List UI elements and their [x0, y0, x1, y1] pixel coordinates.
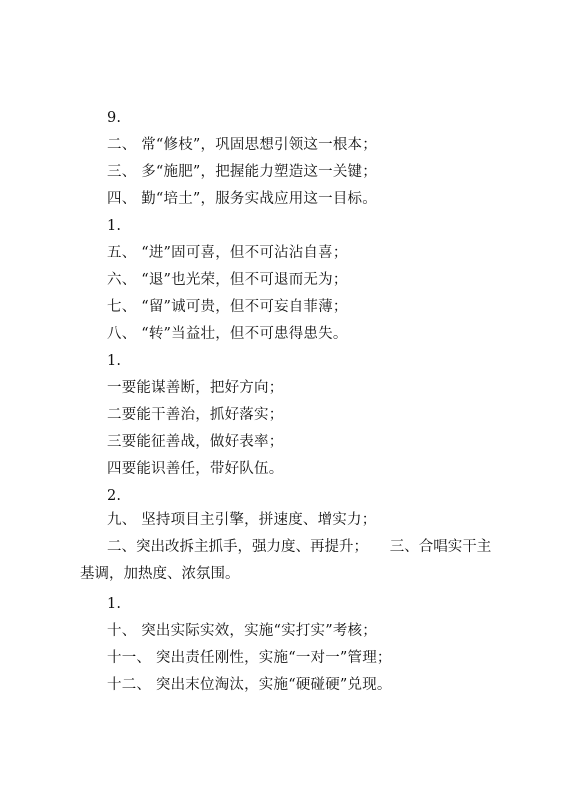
text-line: 四要能识善任，带好队伍。 [107, 461, 284, 477]
text-line: 八、 “转”当益壮，但不可患得患失。 [107, 326, 348, 342]
text-line: 十一、 突出责任刚性，实施“一对一”管理； [107, 650, 392, 666]
numbered-label: 1. [107, 596, 122, 612]
numbered-label: 1. [107, 218, 122, 234]
text-line: 十、 突出实际实效，实施“实打实”考核； [107, 623, 377, 639]
text-line: 三要能征善战，做好表率； [107, 434, 284, 450]
numbered-label: 1. [107, 353, 122, 369]
text-line: 三、 多“施肥”，把握能力塑造这一关键； [107, 164, 377, 180]
text-line: 二要能干善治，抓好落实； [107, 407, 284, 423]
text-line: 七、 “留”诚可贵，但不可妄自菲薄； [107, 299, 348, 315]
text-line: 二、突出改拆主抓手，强力度、再提升； 三、合唱实干主 [107, 539, 492, 555]
text-line: 十二、 突出末位淘汰，实施“硬碰硬”兑现。 [107, 677, 392, 693]
text-line: 五、 “进”固可喜，但不可沾沾自喜； [107, 245, 348, 261]
text-line: 九、 坚持项目主引擎，拼速度、增实力； [107, 512, 377, 528]
text-line: 四、 勤“培土”，服务实战应用这一目标。 [107, 191, 377, 207]
numbered-label: 2. [107, 488, 122, 504]
text-line: 一要能谋善断，把好方向； [107, 380, 284, 396]
text-line-continuation: 基调，加热度、浓氛围。 [80, 566, 240, 582]
text-line: 二、 常“修枝”，巩固思想引领这一根本； [107, 137, 377, 153]
text-line: 六、 “退”也光荣，但不可退而无为； [107, 272, 348, 288]
numbered-label: 9. [107, 110, 122, 126]
